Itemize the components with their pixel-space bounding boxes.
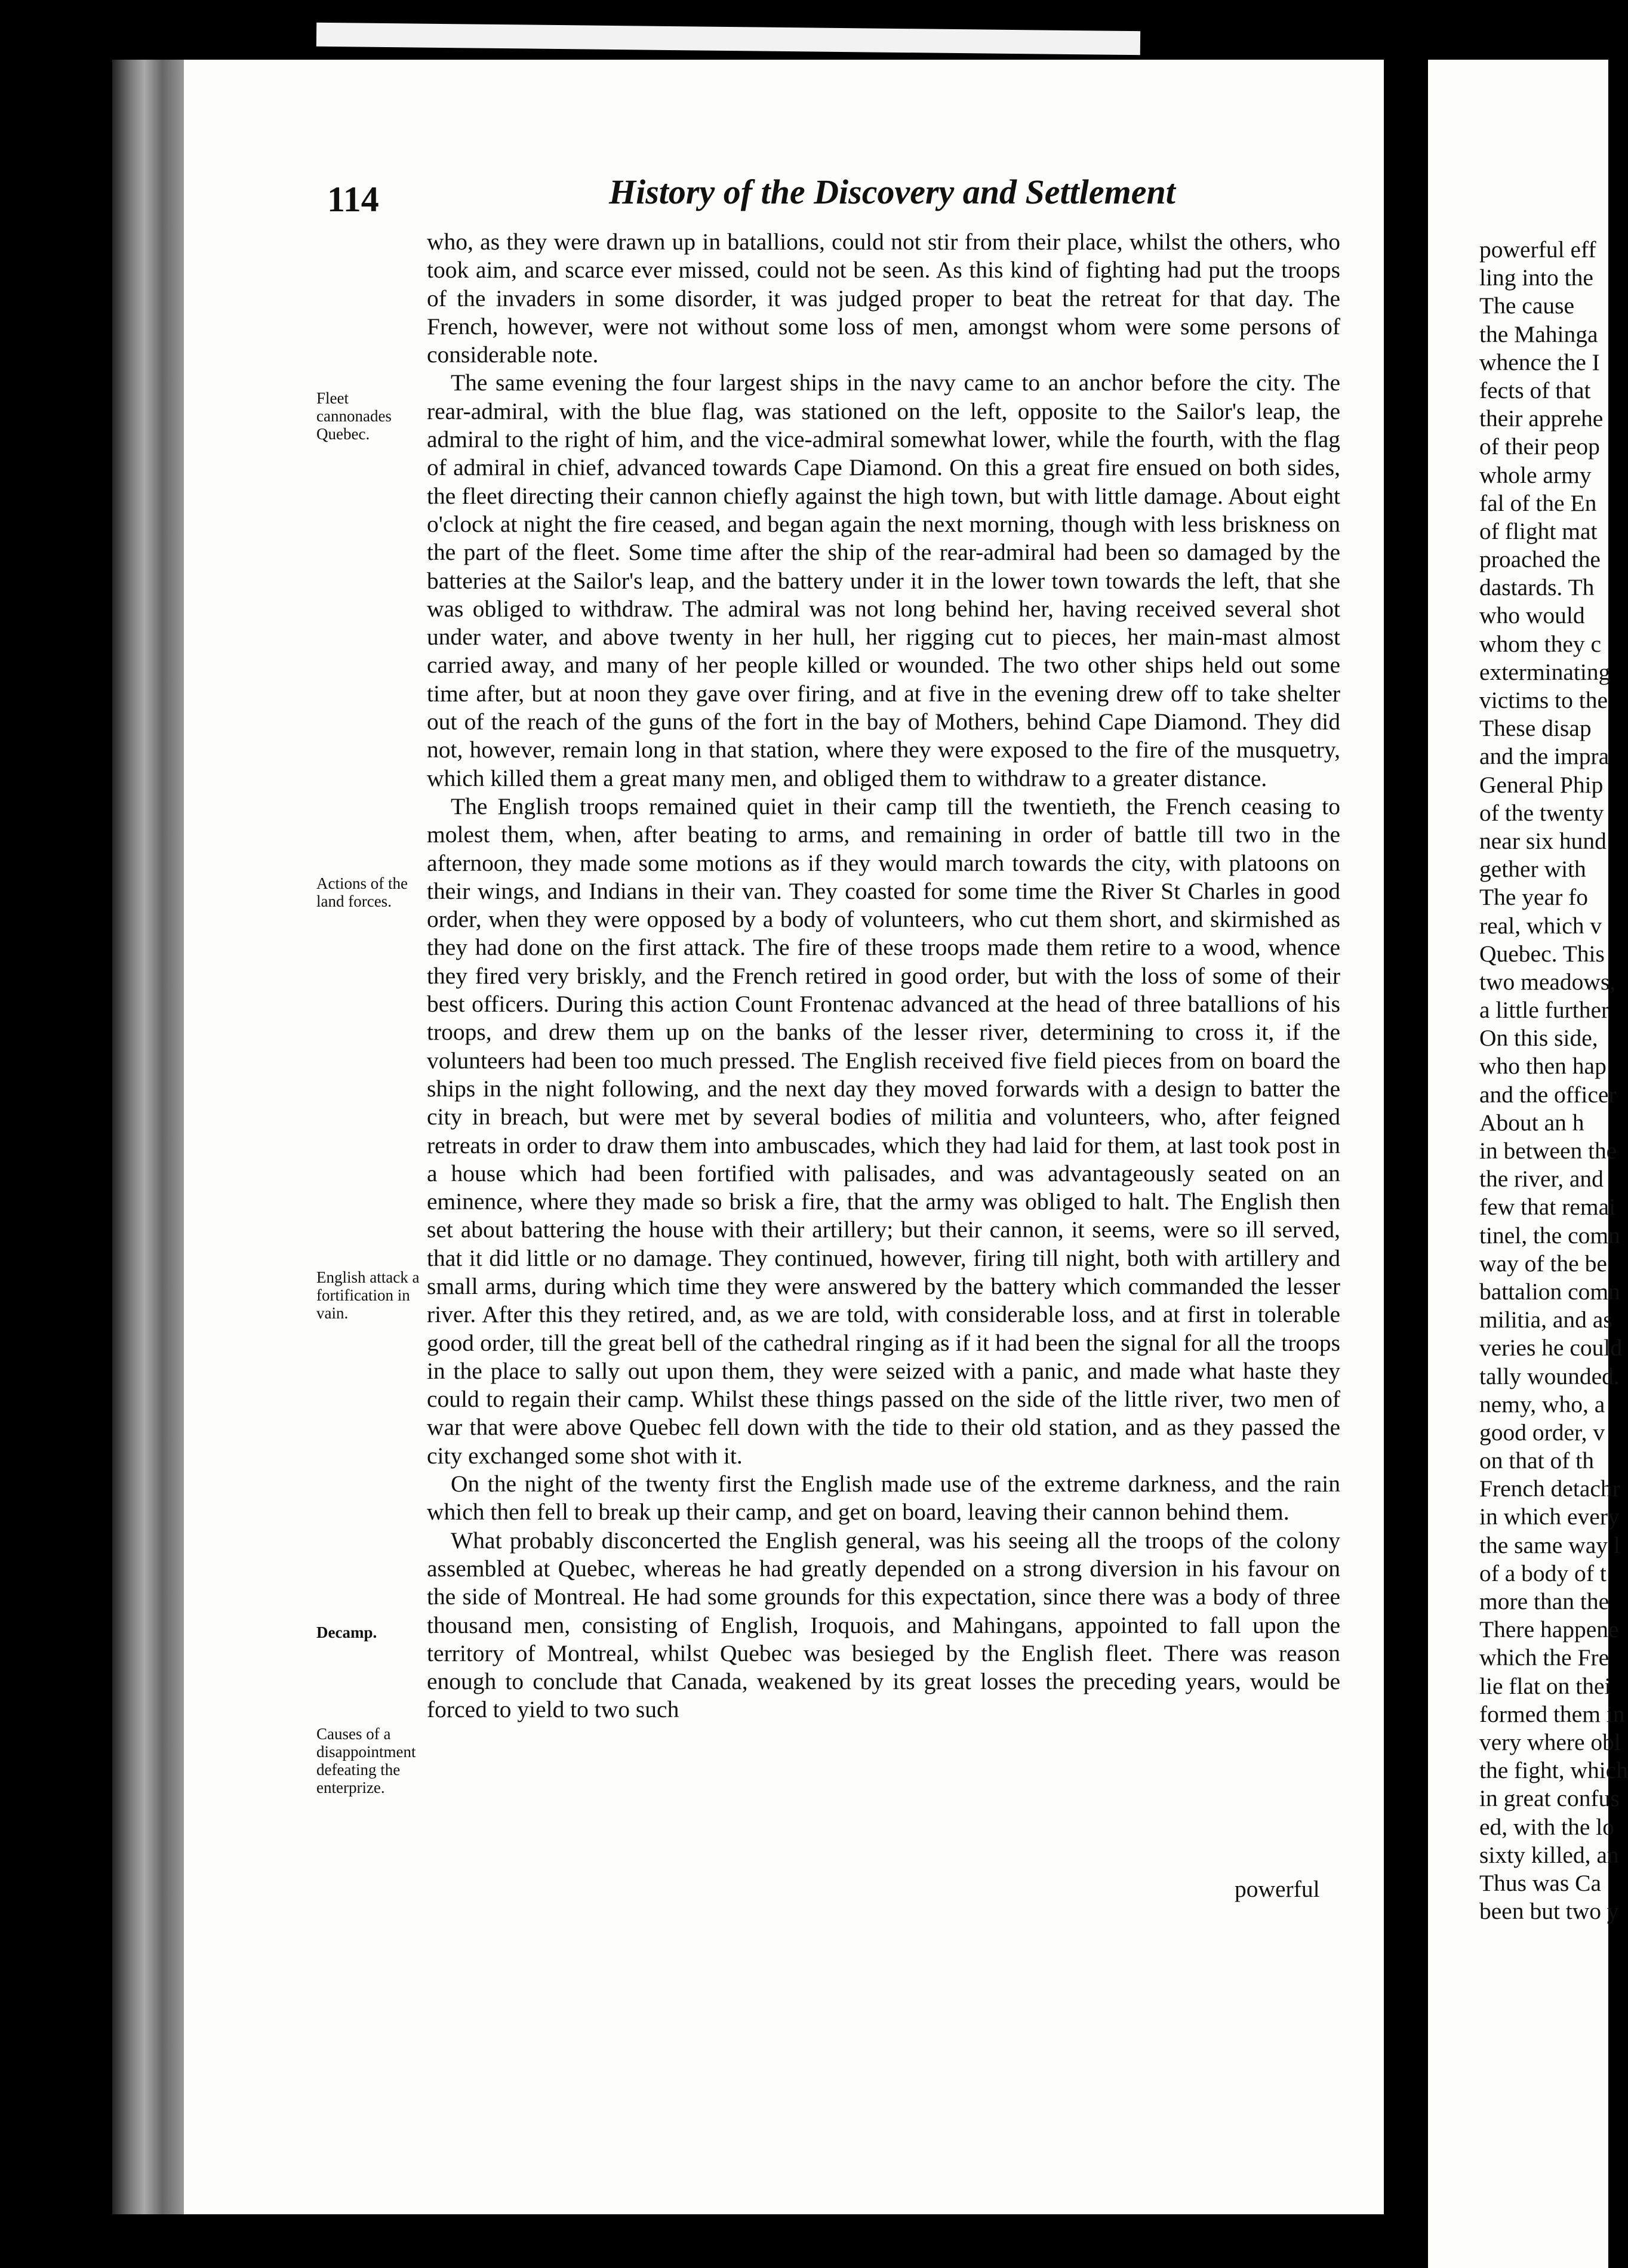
right-page-line: There happene bbox=[1479, 1616, 1619, 1643]
right-page-text bbox=[1479, 236, 1628, 1925]
right-page-line: their apprehe bbox=[1479, 405, 1604, 432]
page-number: 114 bbox=[327, 180, 379, 219]
right-page-line: real, which v bbox=[1479, 912, 1602, 939]
paragraph: The English troops remained quiet in their camp till the twentieth, the French ceasing to molest them, when, after beating to arms, and remaining in order of battle till two in the afternoon, they made some motions as if they would march towards the city, with platoons on their wings, and Indians in their van. They coasted for some time the River St Charles in good order, when they were opposed by a body of volunteers, who cut them short, and skirmished as they had done on the first attack. The fire of these troops made them retire to a wood, whence they fired very briskly, and the French retired in good order, but with the loss of some of their best officers. During this action Count Frontenac advanced at the head of three batallions of his troops, and drew them up on the banks of the lesser river, determining to cross it, if the volunteers had been too much pressed. The English received five field pieces from on board the ships in the night following, and the next day they moved forwards with a design to batter the city in breach, but were met by several bodies of militia and volunteers, who, after feigned retreats in order to draw them into ambuscades, which they had laid for them, at last took post in a house which had been fortified with palisades, and was advantageously seated on an eminence, where they made so brisk a fire, that the army was obliged to halt. The English then set about battering the house with their artillery; but their cannon, it seems, were so ill served, that it did little or no damage. They continued, however, firing till night, both with artillery and small arms, during which time they were answered by the battery which commanded the lesser river. After this they retired, and, as we are told, with considerable loss, and at first in tolerable good order, till the great bell of the cathedral ringing as if it had been the signal for all the troops in the place to sally out upon them, they were seized with a panic, and made what haste they could to regain their camp. Whilst these things passed on the side of the little river, two men of war that were above Quebec fell down with the tide to their old station, and as they passed the city exchanged some shot with it. bbox=[427, 793, 1340, 1469]
right-page-line: and the officer bbox=[1479, 1081, 1617, 1108]
right-page-line: good order, v bbox=[1479, 1419, 1605, 1446]
right-page-line: About an h bbox=[1479, 1109, 1584, 1136]
right-page-line: of the twenty bbox=[1479, 799, 1604, 826]
right-page-line: the river, and bbox=[1479, 1166, 1604, 1192]
right-page-line: Thus was Ca bbox=[1479, 1869, 1602, 1896]
right-page-line: battalion comn bbox=[1479, 1278, 1620, 1305]
right-page-line: General Phip bbox=[1479, 771, 1604, 798]
right-page-line: of flight mat bbox=[1479, 517, 1598, 544]
right-page-line: on that of th bbox=[1479, 1447, 1594, 1474]
right-page-line: victims to the bbox=[1479, 687, 1608, 713]
right-page-line: Quebec. This bbox=[1479, 940, 1605, 967]
book-gutter bbox=[112, 60, 184, 2214]
right-page-line: lie flat on thei bbox=[1479, 1672, 1611, 1699]
right-page-line: very where obl bbox=[1479, 1728, 1621, 1755]
right-page-line: fects of that bbox=[1479, 377, 1591, 403]
right-page-line: tally wounded. bbox=[1479, 1363, 1620, 1389]
right-page-line: These disap bbox=[1479, 715, 1592, 742]
right-page-line: tinel, the comn bbox=[1479, 1222, 1620, 1249]
right-page-line: formed them in bbox=[1479, 1700, 1625, 1727]
right-page-line: been but two y bbox=[1479, 1898, 1619, 1925]
right-page-line: veries he could bbox=[1479, 1335, 1623, 1361]
marginal-note: Actions of the land forces. bbox=[316, 874, 408, 910]
adjacent-page-edge bbox=[316, 23, 1140, 55]
right-page-line: and the impra bbox=[1479, 743, 1609, 770]
paragraph: What probably disconcerted the English general, was his seeing all the troops of the colony assembled at Quebec, whereas he had greatly depended on a strong diversion in his favour on the side of Montreal. He had some grounds for this expectation, since there was a body of three thousand men, consisting of English, Iroquois, and Mahingans, appointed to fall upon the territory of Montreal, whilst Quebec was besieged by the English fleet. There was reason enough to conclude that Canada, weakened by its great losses the preceding years, would be forced to yield to two such bbox=[427, 1527, 1340, 1723]
catchword: powerful bbox=[1235, 1876, 1320, 1902]
running-title: History of the Discovery and Settlement bbox=[609, 172, 1175, 211]
right-page-line: the same way l bbox=[1479, 1531, 1620, 1558]
marginal-note: English attack a fortification in vain. bbox=[316, 1268, 420, 1322]
right-page-line: exterminating bbox=[1479, 658, 1611, 685]
right-page-line: whence the I bbox=[1479, 349, 1600, 375]
right-page-line: who then hap bbox=[1479, 1053, 1607, 1080]
right-page-line: in great confus bbox=[1479, 1785, 1620, 1812]
right-page-line: whom they c bbox=[1479, 630, 1602, 657]
right-page-line: militia, and as bbox=[1479, 1306, 1612, 1333]
right-page-line: nemy, who, a bbox=[1479, 1391, 1605, 1417]
right-page-line: ed, with the lo bbox=[1479, 1813, 1614, 1840]
right-page-line: proached the bbox=[1479, 546, 1601, 573]
right-page-line: in which every bbox=[1479, 1503, 1620, 1530]
right-page-line: the fight, which bbox=[1479, 1757, 1628, 1784]
right-page-line: two meadows, bbox=[1479, 968, 1616, 995]
marginal-note: Decamp. bbox=[316, 1623, 377, 1641]
right-page-line: powerful eff bbox=[1479, 236, 1596, 263]
right-page-line: French detachr bbox=[1479, 1475, 1620, 1502]
right-page-line: sixty killed, an bbox=[1479, 1841, 1619, 1868]
right-page-line: The cause bbox=[1479, 292, 1575, 319]
paragraph: On the night of the twenty first the English made use of the extreme darkness, and the rain which then fell to break up their camp, and get on board, leaving their cannon behind them. bbox=[427, 1471, 1340, 1526]
right-page-line: gether with bbox=[1479, 856, 1586, 883]
right-page-line: few that remai bbox=[1479, 1194, 1616, 1221]
right-page-line: of a body of t bbox=[1479, 1560, 1607, 1586]
right-page-line: whole army bbox=[1479, 461, 1592, 488]
marginal-note: Fleet cannonades Quebec. bbox=[316, 389, 392, 443]
paragraph: The same evening the four largest ships in the navy came to an anchor before the city. The rear-admiral, with the blue flag, was stationed on the left, opposite to the Sailor's leap, the admiral to the right of him, and the vice-admiral somewhat lower, while the fourth, with the flag of admiral in chief, advanced towards Cape Diamond. On this a great fire ensued on both sides, the fleet directing their cannon chiefly against the high town, but with little damage. About eight o'clock at night the fire ceased, and began again the next morning, though with less briskness on the part of the fleet. Some time after the ship of the rear-admiral had been so damaged by the batteries at the Sailor's leap, and the battery under it in the lower town towards the left, that she was obliged to withdraw. The admiral was not long behind her, having received several shot under water, and above twenty in her hull, her rigging cut to pieces, her main-mast almost carried away, and many of her people killed or wounded. The two other ships held out some time after, but at noon they gave over firing, and at five in the evening drew off to take shelter out of the reach of the guns of the fort in the bay of Mothers, behind Cape Diamond. They did not, however, remain long in that station, where they were exposed to the fire of the musquetry, which killed them a great many men, and obliged them to withdraw to a greater distance. bbox=[427, 369, 1340, 791]
right-page-line: who would bbox=[1479, 602, 1585, 629]
right-page-line: way of the be bbox=[1479, 1250, 1607, 1277]
right-page-line: which the Fre bbox=[1479, 1644, 1609, 1671]
right-page-line: dastards. Th bbox=[1479, 574, 1595, 601]
right-page-line: of their peop bbox=[1479, 433, 1600, 460]
paragraph: who, as they were drawn up in batallions, could not stir from their place, whilst the others, who took aim, and scarce ever missed, could not be seen. As this kind of fighting had put the troops of the invaders in some disorder, it was judged proper to beat the retreat for that day. The French, however, were not without some loss of men, amongst whom were some persons of considerable note. bbox=[427, 229, 1340, 368]
right-page-line: ling into the bbox=[1479, 264, 1593, 291]
right-page-line: the Mahinga bbox=[1479, 321, 1598, 347]
right-page-line: a little further bbox=[1479, 997, 1609, 1024]
right-page-line: On this side, bbox=[1479, 1025, 1598, 1052]
marginal-note: Causes of a disappointment defeating the enterprize. bbox=[316, 1725, 416, 1796]
right-page-line: The year fo bbox=[1479, 884, 1589, 911]
right-page-line: fal of the En bbox=[1479, 489, 1597, 516]
right-page-line: near six hund bbox=[1479, 827, 1607, 854]
right-page-line: more than the bbox=[1479, 1588, 1609, 1614]
right-page-line: in between the bbox=[1479, 1138, 1617, 1164]
main-text bbox=[427, 228, 1340, 1724]
